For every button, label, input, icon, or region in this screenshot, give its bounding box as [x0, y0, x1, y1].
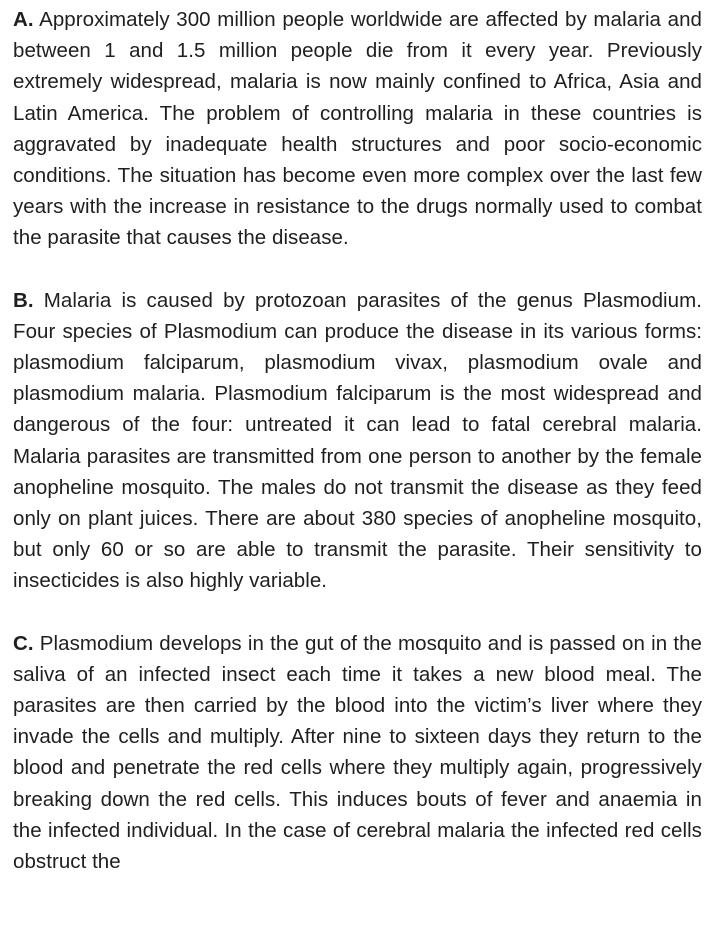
document-body — [13, 4, 702, 877]
paragraph-b — [13, 285, 702, 597]
paragraph-text-c: Plasmodium develops in the gut of the mosquito and is passed on in the saliva of an infected insect each time it takes a new blood meal. The parasites are then carried by the blood into the victim’s liver where they invade the cells and multiply. After nine to sixteen days they return to the blood and penetrate the red cells where they multiply again, progressively breaking down the red cells. This induces bouts of fever and anaemia in the infected individual. In the case of cerebral malaria the infected red cells obstruct the — [13, 631, 702, 874]
paragraph-c — [13, 628, 702, 878]
paragraph-a — [13, 4, 702, 254]
paragraph-label-c: C. — [13, 631, 34, 655]
paragraph-text-a: Approximately 300 million people worldwide are affected by malaria and between 1 and 1.5 million people die from it every year. Previously extremely widespread, malaria is now mainly confined to Africa, Asia and Latin America. The problem of controlling malaria in these countries is aggravated by inadequate health structures and poor socio-economic conditions. The situation has become even more complex over the last few years with the increase in resistance to the drugs normally used to combat the parasite that causes the disease. — [13, 8, 702, 250]
paragraph-label-b: B. — [13, 288, 34, 312]
paragraph-label-a: A. — [13, 8, 34, 31]
paragraph-text-b: Malaria is caused by protozoan parasites of the genus Plasmodium. Four species of Plasmodium can produce the disease in its various forms: plasmodium falciparum, plasmodium vivax, plasmodium ovale and plasmodium malaria. Plasmodium falciparum is the most widespread and dangerous of the four: untreated it can lead to fatal cerebral malaria. Malaria parasites are transmitted from one person to another by the female anopheline mosquito. The males do not transmit the disease as they feed only on plant juices. There are about 380 species of anopheline mosquito, but only 60 or so are able to transmit the parasite. Their sensitivity to insecticides is also highly variable. — [13, 288, 702, 593]
